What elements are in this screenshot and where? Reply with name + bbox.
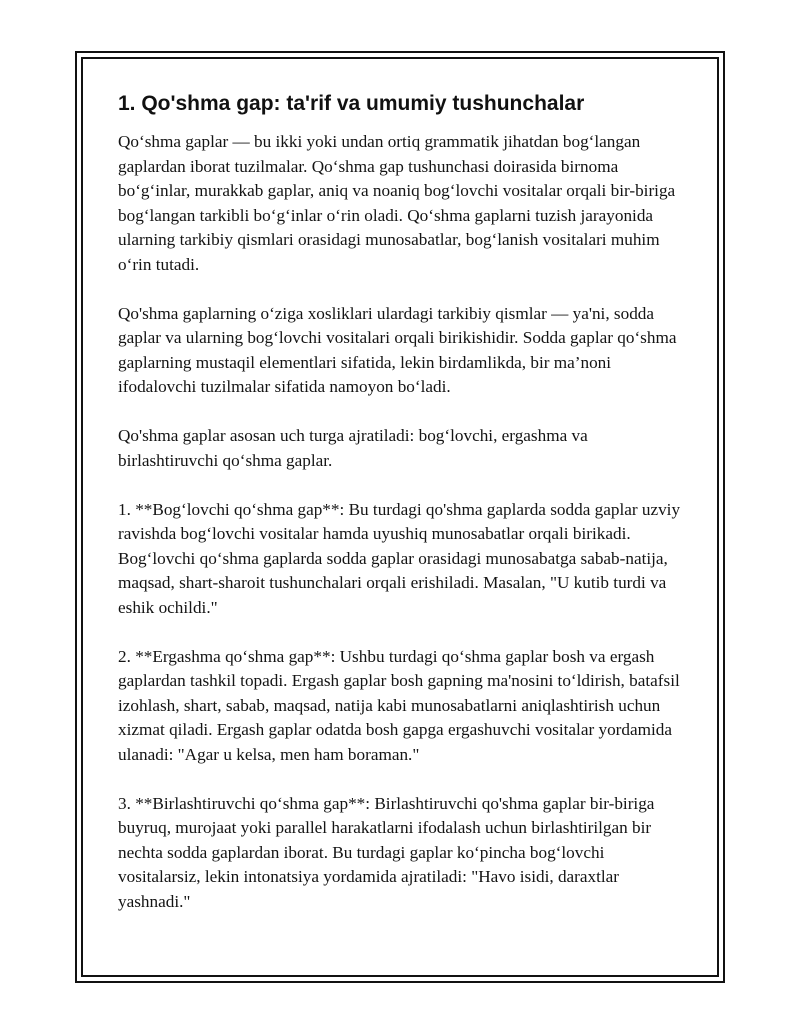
paragraph-type-1: 1. **Bog‘lovchi qo‘shma gap**: Bu turdagi qo'shma gaplarda sodda gaplar uzviy ravishda bog‘lovchi vositalar hamda uyushiq munosabatlar orqali birikadi. Bog‘lovchi qo‘shma gaplarda sodda gaplar orasidagi munosabatga sabab-natija, maqsad, shart-sharoit tushunchalari orqali erishiladi. Masalan, "U kutib turdi va eshik ochildi.": [118, 499, 681, 617]
paragraph-type-3: 3. **Birlashtiruvchi qo‘shma gap**: Birlashtiruvchi qo'shma gaplar bir-biriga buyruq, murojaat yoki parallel harakatlarni ifodalash uchun birlashtirilgan bir nechta sodda gaplardan iborat. Bu turdagi gaplar ko‘pincha bog‘lovchi vositalarsiz, lekin intonatsiya yordamida ajratiladi: "Havo isidi, daraxtlar yashnadi.": [118, 793, 655, 911]
paragraph-types-intro: Qo'shma gaplar asosan uch turga ajratiladi: bog‘lovchi, ergashma va birlashtiruvchi qo‘shma gaplar.: [118, 426, 588, 470]
paragraph-features: Qo'shma gaplarning o‘ziga xosliklari ulardagi tarkibiy qismlar — ya'ni, sodda gaplar va ularning bog‘lovchi vositalari orqali birikishidir. Sodda gaplar qo‘shma gaplarning mustaqil elementlari sifatida, lekin birdamlikda, bir ma’noni ifodalovchi tuzilmalar sifatida namoyon bo‘ladi.: [118, 303, 677, 396]
document-body: [118, 90, 688, 939]
section-heading: 1. Qo'shma gap: ta'rif va umumiy tushunchalar: [118, 92, 585, 115]
paragraph-type-2: 2. **Ergashma qo‘shma gap**: Ushbu turdagi qo‘shma gaplar bosh va ergash gaplardan tashkil topadi. Ergash gaplar bosh gapning ma'nosini to‘ldirish, batafsil izohlash, shart, sabab, maqsad, natija kabi munosabatlarni aniqlashtirish uchun xizmat qiladi. Ergash gaplar odatda bosh gapga ergashuvchi vositalar yordamida ulanadi: "Agar u kelsa, men ham boraman.": [118, 646, 680, 764]
paragraph-definition: Qo‘shma gaplar — bu ikki yoki undan ortiq grammatik jihatdan bog‘langan gaplardan iborat tuzilmalar. Qo‘shma gap tushunchasi doirasida birnoma bo‘g‘inlar, murakkab gaplar, aniq va noaniq bog‘lovchi vositalar orqali bir-biriga bog‘langan tarkibli bo‘g‘inlar o‘rin oladi. Qo‘shma gaplarni tuzish jarayonida ularning tarkibiy qismlari orasidagi munosabatlar, bog‘lanish vositalari muhim o‘rin tutadi.: [118, 132, 676, 274]
